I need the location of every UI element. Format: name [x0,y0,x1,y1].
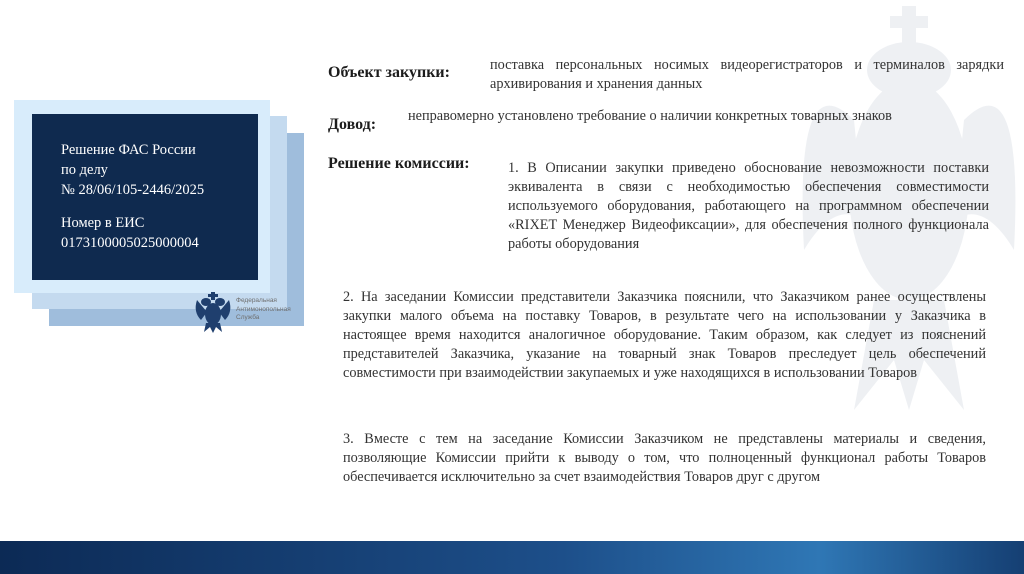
case-title: Решение ФАС России [61,142,196,158]
case-subtitle: по делу [61,162,108,178]
object-label: Объект закупки: [328,64,450,81]
eis-label: Номер в ЕИС [61,215,145,231]
footer-bar [0,541,1024,574]
decision-paragraph-1: 1. В Описании закупки приведено обоснование невозможности поставки эквивалента в связи с необходимостью обеспечения совместимости используемого оборудования, работающего на программном обеспечении «RIXET Менеджер Видеофиксации», для обеспечения полного функционала работы оборудования [508,160,989,252]
fas-logo-text: Федеральная Антимонопольная Служба [236,297,291,321]
decision-label: Решение комиссии: [328,155,470,172]
case-number: № 28/06/105-2446/2025 [61,182,205,198]
decision-paragraph-3: 3. Вместе с тем на заседание Комиссии Заказчиком не представлены материалы и сведения, позволяющие Комиссии прийти к выводу о том, что полноценный функционал работы Товаров обеспечивается исключительно за счет взаимодействия Товаров друг с другом [343,431,986,485]
case-info-card [32,114,258,280]
object-text: поставка персональных носимых видеорегистраторов и терминалов зарядки архивирования и хранения данных [490,57,1004,92]
eis-number: 0173100005025000004 [61,235,199,251]
decision-paragraph-2: 2. На заседании Комиссии представители Заказчика пояснили, что Заказчиком ранее осуществлены закупки малого объема на поставку Товаров, в результате чего на использовании у Заказчика в настоящее время находится аналогичное оборудование. Таким образом, как следует из пояснений представителей Заказчика, указание на товарный знак Товаров преследует цель обеспечений совместимости при взаимодействии закупаемых и уже находящихся в использовании Товаров [343,289,986,381]
argument-label: Довод: [328,116,377,133]
argument-text: неправомерно установлено требование о наличии конкретных товарных знаков [408,108,892,124]
fas-emblem-icon [193,292,233,334]
fas-logo [193,292,313,334]
